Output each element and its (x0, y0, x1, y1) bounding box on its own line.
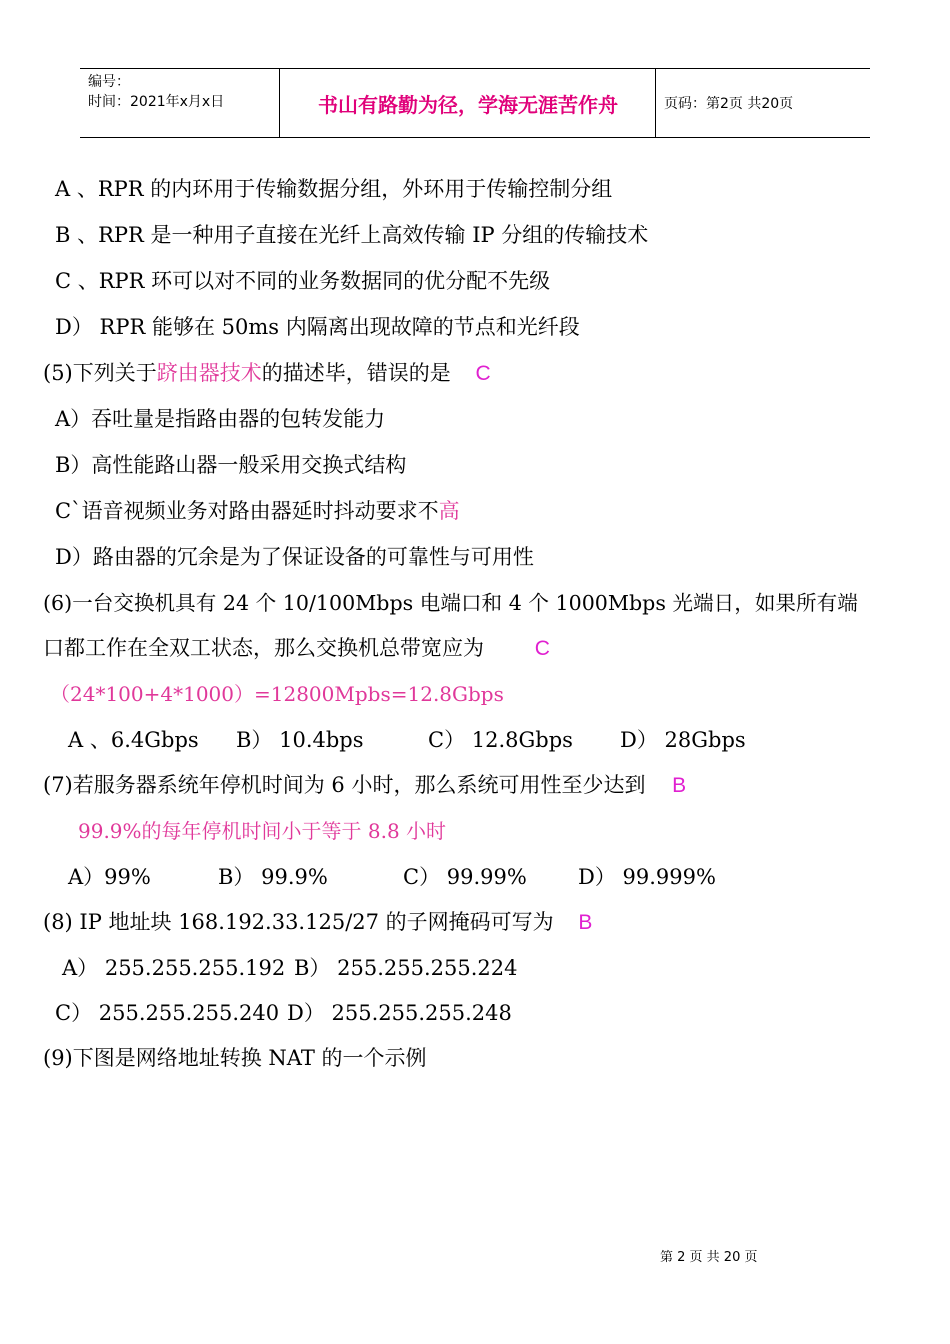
q7-option-a: A）99% (68, 865, 151, 889)
q5-option-b: B）高性能路山器一般采用交换式结构 (55, 453, 407, 477)
line-b: B 、RPR 是一种用子直接在光纤上高效传输 IP 分组的传输技术 (55, 223, 649, 247)
q5-answer: C (475, 362, 491, 385)
q7-text: (7)若服务器系统年停机时间为 6 小时，那么系统可用性至少达到 (43, 773, 646, 797)
q8-option-c: C） 255.255.255.240 (55, 1001, 280, 1025)
page-header (80, 68, 870, 138)
q8-options-row1 (62, 953, 517, 983)
time-label: 时间：2021年x月x日 (88, 94, 225, 110)
q5-option-c-text: C`语音视频业务对路由器延时抖动要求不 (55, 499, 439, 523)
q8-text: (8) IP 地址块 168.192.33.125/27 的子网掩码可写为 (43, 910, 554, 934)
page-footer: 第 2 页 共 20 页 (660, 1250, 758, 1265)
line-c: C 、RPR 环可以对不同的业务数据同的优分配不先级 (55, 269, 551, 293)
q6-option-a: A 、6.4Gbps (68, 728, 199, 752)
q7-option-d: D） 99.999% (578, 865, 716, 889)
q6-calculation: （24*100+4*1000）=12800Mpbs=12.8Gbps (50, 682, 504, 706)
question-6-line1: (6)一台交换机具有 24 个 10/100Mbps 电端口和 4 个 1000Mbps 光端日，如果所有端 (43, 591, 858, 615)
q8-option-d: D） 255.255.255.248 (287, 1001, 512, 1025)
q6-answer: C (534, 637, 550, 660)
header-meta (80, 69, 280, 137)
q5-option-c (55, 496, 460, 526)
number-label: 编号： (88, 74, 130, 90)
q8-options-row2 (55, 998, 512, 1028)
header-page-info: 页码：第2页 共20页 (664, 96, 794, 112)
question-5 (43, 358, 491, 389)
q7-answer: B (672, 774, 687, 797)
q5-option-c-highlight: 高 (438, 499, 460, 523)
line-a: A 、RPR 的内环用于传输数据分组，外环用于传输控制分组 (55, 177, 613, 201)
line-d: D） RPR 能够在 50ms 内隔离出现故障的节点和光纤段 (55, 315, 580, 339)
q5-option-d: D）路由器的冗余是为了保证设备的可靠性与可用性 (55, 545, 534, 569)
question-8 (43, 907, 592, 938)
q7-option-c: C） 99.99% (403, 865, 527, 889)
q8-option-a: A） 255.255.255.192 (62, 956, 286, 980)
q6-option-b: B） 10.4bps (236, 728, 364, 752)
q7-options (68, 862, 716, 892)
q6-options (68, 725, 746, 755)
q6-option-d: D） 28Gbps (620, 728, 746, 752)
header-motto: 书山有路勤为径，学海无涯苦作舟 (281, 69, 656, 137)
q5-highlight: 跻由器技术 (156, 361, 262, 385)
question-7 (43, 770, 686, 801)
q7-note: 99.9%的每年停机时间小于等于 8.8 小时 (78, 819, 447, 843)
q5-post: 的描述毕，错误的是 (261, 361, 451, 385)
q5-pre: (5)下列关于 (43, 361, 157, 385)
q6-option-c: C） 12.8Gbps (428, 728, 573, 752)
q8-answer: B (578, 911, 593, 934)
q5-option-a: A）吞吐量是指路由器的包转发能力 (55, 407, 386, 431)
question-9: (9)下图是网络地址转换 NAT 的一个示例 (43, 1046, 427, 1070)
q7-option-b: B） 99.9% (218, 865, 328, 889)
question-6-line2 (43, 633, 550, 664)
q6-text: 口都工作在全双工状态，那么交换机总带宽应为 (43, 636, 484, 660)
q8-option-b: B） 255.255.255.224 (294, 956, 518, 980)
